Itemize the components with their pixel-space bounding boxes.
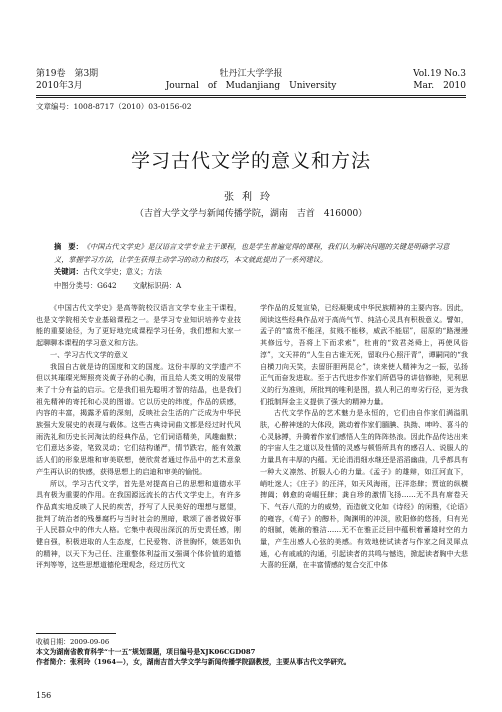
page-number: 156 <box>36 691 52 700</box>
body-right-column <box>260 302 468 571</box>
keywords-text: 古代文学史；意义；方法 <box>82 267 162 276</box>
received-date: 收稿日期：2009-09-06 <box>36 638 110 646</box>
volume-issue-en: Vol.19 No.3 <box>413 69 466 79</box>
abstract-text: 《中国古代文学史》是汉语言文学专业主干课程，也是学生普遍觉得的课程，我们认为解决问题的关键是明确学习意义，掌握学习方法，让学生获得主动学习的动力和技巧，本文就此提出了一系列建议。 <box>54 242 450 264</box>
paragraph: 我国自古就是诗的国度和文的国度。这份丰厚的文学遗产不但以其璀璨光辉照亮炎黄子孙的心胸，而且给人类文明的发展带来了十分有益的启示。它是我们祖先聪明才智的结晶，也是我们祖先精神的寄托和心灵的图谱。它以历史的纬度，作品的质感，内容的丰富，揭露矛盾的深刻，反映社会生活的广泛成为中华民族强大发展史的表现与载体。这些古典诗词曲文都是经过时代风雨洗礼和历史长河淘汰的经典作品，它们词语精美，风趣幽默；它们意达多姿，笔致灵动；它们结构谨严，情节跌宕，能有效激活人们的形象思维和审美联想，使欣赏者通过作品中的艺术意象产生再认识的快感，获得思想上的启迪和审美的愉悦。 <box>36 361 241 476</box>
body-left-column <box>36 302 241 571</box>
footnote-rule <box>36 633 116 634</box>
author-affiliation: （吉首大学文学与新闻传播学院，湖南 吉首 416000） <box>134 209 368 219</box>
paragraph: 学作品的反复宣染，已经凝聚成中华民族精神的主要内容。因此，阅读这些经典作品对于高尚气节、纯洁心灵具有积极意义。譬如，孟子的“富贵不能淫，贫贱不能移，威武不能屈”，屈原的“路漫漫其修远兮，吾将上下而求索”，杜甫的“致君尧舜上，再使风俗淳”，文天祥的“人生自古谁无死，留取丹心照汗青”，谭嗣同的“我自横刀向天笑，去留肝胆两昆仑”，读来使人精神为之一振，弘扬正气而奋发进取。至于古代进步作家们所倡导的讲信修睦，见利思义的行为准则，所批判的唯利是图，损人利己的卑劣行径，更为我们抵制拜金主义提供了强大的精神力量。 <box>260 303 468 406</box>
header-rule-top <box>36 95 466 96</box>
paragraph: 古代文学作品的艺术魅力是永恒的，它们由自作家们满溢肌肤，心醉神迷的大体段，跳动着作家们腼腆、执拗、呻吟、喜斗的心灵脉搏，升腾着作家们感悟人生的阵阵热浪。因此作品传达出来的宇宙人生之道以及性情的灵感与顿悟所具有的感召人、说服人的力量具有丰厚的内蕴。无论涓涓细水继还是滔滔幽曲，几乎都具有一种大义凛然、折服人心的力量。《孟子》的雄辩，如江河直下，峭吐迷人；《庄子》的汪洋，如天风海雨，汪洋恣肆；贾谊的纵横捭阖；韩愈的奇崛狂肆；龚自珍的激情飞扬……无不具有席卷天下、气吞八荒的力的威势，而造就文化如《诗经》的闲雅，《论语》的雍容，《荀子》的醇朴，陶渊明的冲淡，欧阳修的悠扬，归有光的细腻，姚鼐的雅洁……无不在雅正泛回中蕴积着蓄雄时空的力量，产生出感人心弦的美感。有效地使试读者与作家之间灵犀点通，心有戚戚的沟通，引起读者的共鸣与憾迭，掀起读者胸中大悲大喜的狂潮，在丰富情感的复合交汇中体 <box>260 408 468 570</box>
classification <box>54 281 195 291</box>
document-code: 文献标识码：A <box>132 281 182 290</box>
journal-name-en: Journal of Mudanjiang University <box>165 81 337 91</box>
footnote <box>36 637 351 667</box>
paper-title: 学习古代文学的意义和方法 <box>130 150 371 172</box>
header-rule-bottom <box>36 97 466 98</box>
date-cn: 2010年3月 <box>36 81 83 91</box>
abstract <box>54 240 452 266</box>
author-name: 张利玲 <box>224 192 278 203</box>
paragraph: 所以，学习古代文学，首先是对提高自己的思想和道德水平具有极为重要的作用。在我国源远流长的古代文学史上，有许多作品真实地反映了人民的疾苦，抒写了人民美好的理想与愿望，批判了统治者的残暴腐朽与当时社会的黑暗，歌颂了善者做好事于人民群众中的伟大人格。它集中表现出深沉的历史责任感，刚健自强，积极进取的人生态度，仁民爱物、济世胸怀，嫉恶如仇的精神，以天下为己任、注重整体利益而又强调个体价值的道德评判等等，这些思想道德伦理观念，经过历代文 <box>36 478 241 570</box>
article-number: 文章编号：1008-8717（2010）03-0156-02 <box>36 102 192 111</box>
keywords <box>54 267 162 277</box>
fund-note: 本文为湖南省教育科学“十一五”规划课题，项目编号是XJK06CGD087 <box>36 648 256 656</box>
date-en: Mar. 2010 <box>413 81 466 91</box>
keywords-label: 关键词： <box>54 267 83 276</box>
paragraph: 《中国古代文学史》是高等院校汉语言文学专业主干课程，也是文学院相关专业基础课程之一。是学习专业知识培养专业技能的重要途径，为了更好地完成课程学习任务，我们想和大家一起聊聊本课程的学习意义和方法。 <box>36 303 241 348</box>
journal-name-cn: 牡丹江大学学报 <box>219 69 283 79</box>
section-heading: 一、学习古代文学的意义 <box>50 349 129 359</box>
author-bio: 作者简介：张利玲（1964—），女，湖南吉首大学文学与新闻传播学院副教授，主要从事古代文学研究。 <box>36 658 351 666</box>
abstract-label: 摘 要： <box>54 242 83 251</box>
clc-number: 中图分类号：G642 <box>54 281 117 290</box>
volume-issue-cn: 第19卷 第3期 <box>36 69 99 79</box>
